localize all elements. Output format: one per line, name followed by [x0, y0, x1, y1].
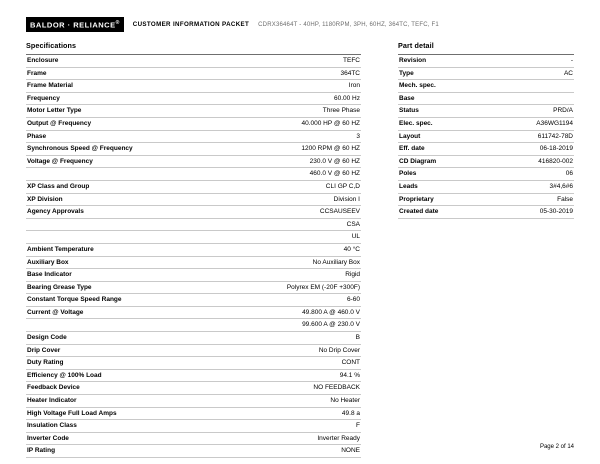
table-row [26, 407, 361, 420]
page-number: Page 2 of 14 [539, 444, 574, 450]
table-row [26, 92, 361, 105]
part-row-label: Revision [398, 55, 486, 68]
table-row [398, 206, 574, 219]
spec-row-value: UL [194, 231, 362, 244]
spec-row-label: Output @ Frequency [26, 117, 194, 130]
spec-row-value: Division I [194, 193, 362, 206]
spec-row-label: IP Rating [26, 445, 194, 458]
table-row [26, 382, 361, 395]
part-row-value: A36WG1194 [486, 117, 574, 130]
spec-row-value: Three Phase [194, 105, 362, 118]
table-row [26, 193, 361, 206]
brand-logo [26, 17, 124, 32]
header-title: CUSTOMER INFORMATION PACKET [132, 21, 250, 28]
table-row [26, 55, 361, 68]
part-row-label: Elec. spec. [398, 117, 486, 130]
part-row-value: PRD/A [486, 105, 574, 118]
spec-row-label [26, 231, 194, 244]
table-row [398, 92, 574, 105]
table-row [26, 294, 361, 307]
table-row [398, 67, 574, 80]
spec-row-label: Frequency [26, 92, 194, 105]
part-row-value: - [486, 55, 574, 68]
spec-row-label: Design Code [26, 332, 194, 345]
spec-row-label: Enclosure [26, 55, 194, 68]
spec-row-label: Heater Indicator [26, 395, 194, 408]
spec-row-value: 1200 RPM @ 60 HZ [194, 143, 362, 156]
spec-row-value: NONE [194, 445, 362, 458]
table-row [26, 269, 361, 282]
part-detail-table [398, 54, 574, 219]
spec-row-label: Current @ Voltage [26, 306, 194, 319]
spec-row-value: TEFC [194, 55, 362, 68]
part-row-label: Status [398, 105, 486, 118]
spec-row-value: 94.1 % [194, 369, 362, 382]
spec-row-value: CCSAUSEEV [194, 206, 362, 219]
part-row-value: 06 [486, 168, 574, 181]
table-row [26, 357, 361, 370]
table-row [26, 80, 361, 93]
spec-row-value: Polyrex EM (-20F +300F) [194, 281, 362, 294]
spec-row-label: XP Division [26, 193, 194, 206]
table-row [26, 256, 361, 269]
table-row [398, 105, 574, 118]
spec-row-label: Frame Material [26, 80, 194, 93]
spec-row-value: No Auxiliary Box [194, 256, 362, 269]
spec-row-value: CSA [194, 218, 362, 231]
part-row-value: 3#4,6#6 [486, 180, 574, 193]
table-row [398, 80, 574, 93]
table-row [26, 432, 361, 445]
table-row [26, 281, 361, 294]
spec-row-value: 3 [194, 130, 362, 143]
table-row [26, 168, 361, 181]
spec-row-label: Agency Approvals [26, 206, 194, 219]
document-header [26, 18, 574, 31]
table-row [398, 143, 574, 156]
part-row-label: Type [398, 67, 486, 80]
part-row-value: False [486, 193, 574, 206]
spec-row-label: Efficiency @ 100% Load [26, 369, 194, 382]
spec-row-label: Frame [26, 67, 194, 80]
part-detail-column [398, 41, 574, 219]
part-row-value: AC [486, 67, 574, 80]
spec-row-value: Iron [194, 80, 362, 93]
spec-row-value: Inverter Ready [194, 432, 362, 445]
part-row-label: Eff. date [398, 143, 486, 156]
table-row [398, 155, 574, 168]
spec-row-label: Phase [26, 130, 194, 143]
spec-row-value: 230.0 V @ 60 HZ [194, 155, 362, 168]
spec-row-label: High Voltage Full Load Amps [26, 407, 194, 420]
part-row-label: Layout [398, 130, 486, 143]
spec-row-value: 40 °C [194, 243, 362, 256]
spec-row-value: 364TC [194, 67, 362, 80]
part-row-value [486, 80, 574, 93]
table-row [26, 67, 361, 80]
spec-row-value: 460.0 V @ 60 HZ [194, 168, 362, 181]
part-row-label: Mech. spec. [398, 80, 486, 93]
spec-row-value: CONT [194, 357, 362, 370]
table-row [26, 344, 361, 357]
specifications-column [26, 41, 361, 458]
spec-row-value: No Drip Cover [194, 344, 362, 357]
spec-row-label: Ambient Temperature [26, 243, 194, 256]
table-row [26, 105, 361, 118]
part-row-label: Poles [398, 168, 486, 181]
spec-row-label: Voltage @ Frequency [26, 155, 194, 168]
specifications-title: Specifications [26, 41, 77, 50]
spec-row-label: Drip Cover [26, 344, 194, 357]
spec-row-label: Duty Rating [26, 357, 194, 370]
header-subtitle: CDRX36464T - 40HP, 1180RPM, 3PH, 60HZ, 364TC, TEFC, F1 [258, 21, 439, 28]
table-row [26, 218, 361, 231]
spec-row-label: Auxiliary Box [26, 256, 194, 269]
table-row [26, 130, 361, 143]
part-row-label: Leads [398, 180, 486, 193]
spec-row-label: XP Class and Group [26, 180, 194, 193]
table-row [398, 193, 574, 206]
spec-row-label: Insulation Class [26, 420, 194, 433]
table-row [26, 243, 361, 256]
table-row [398, 180, 574, 193]
table-row [398, 117, 574, 130]
part-row-label: Created date [398, 206, 486, 219]
spec-row-value: 60.00 Hz [194, 92, 362, 105]
spec-row-value: No Heater [194, 395, 362, 408]
spec-row-value: 40.000 HP @ 60 HZ [194, 117, 362, 130]
spec-row-label [26, 319, 194, 332]
part-row-label: Base [398, 92, 486, 105]
table-row [26, 420, 361, 433]
table-row [26, 180, 361, 193]
table-row [26, 445, 361, 458]
spec-row-label: Motor Letter Type [26, 105, 194, 118]
spec-row-label [26, 218, 194, 231]
spec-row-value: 6-60 [194, 294, 362, 307]
spec-row-value: B [194, 332, 362, 345]
table-row [26, 117, 361, 130]
part-detail-title: Part detail [398, 41, 434, 50]
table-row [26, 231, 361, 244]
table-row [398, 168, 574, 181]
spec-row-value: CLI GP C,D [194, 180, 362, 193]
spec-row-label: Synchronous Speed @ Frequency [26, 143, 194, 156]
spec-row-value: F [194, 420, 362, 433]
spec-row-label: Base Indicator [26, 269, 194, 282]
table-row [26, 395, 361, 408]
part-row-value: 05-30-2019 [486, 206, 574, 219]
specifications-table [26, 54, 361, 458]
brand-logo-text: BALDOR · RELIANCE [30, 20, 116, 30]
part-row-label: CD Diagram [398, 155, 486, 168]
part-row-value: 06-18-2019 [486, 143, 574, 156]
table-row [398, 55, 574, 68]
spec-row-value: 99.600 A @ 230.0 V [194, 319, 362, 332]
table-row [26, 319, 361, 332]
part-row-label: Proprietary [398, 193, 486, 206]
table-row [26, 206, 361, 219]
spec-row-label: Constant Torque Speed Range [26, 294, 194, 307]
part-row-value: 611742-78D [486, 130, 574, 143]
registered-mark: ® [115, 20, 120, 27]
spec-row-label: Inverter Code [26, 432, 194, 445]
table-row [26, 143, 361, 156]
part-row-value [486, 92, 574, 105]
table-row [26, 332, 361, 345]
part-row-value: 416820-002 [486, 155, 574, 168]
spec-row-label: Feedback Device [26, 382, 194, 395]
spec-row-value: NO FEEDBACK [194, 382, 362, 395]
table-row [26, 155, 361, 168]
spec-row-value: Rigid [194, 269, 362, 282]
spec-row-label [26, 168, 194, 181]
spec-row-label: Bearing Grease Type [26, 281, 194, 294]
table-row [398, 130, 574, 143]
table-row [26, 306, 361, 319]
spec-row-value: 49.8 a [194, 407, 362, 420]
spec-row-value: 49.800 A @ 460.0 V [194, 306, 362, 319]
table-row [26, 369, 361, 382]
